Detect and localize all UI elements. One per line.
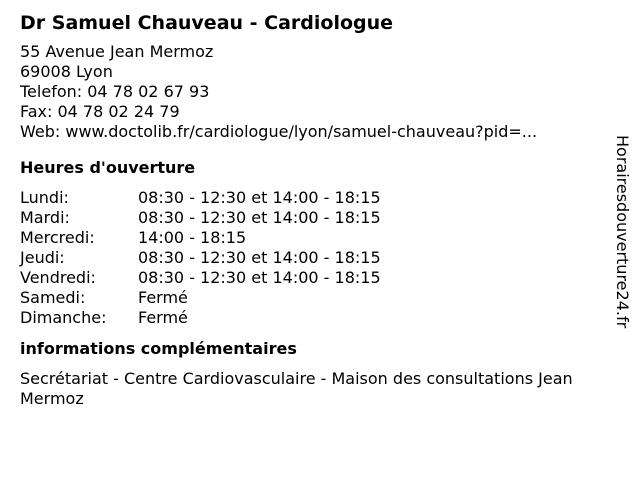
time-value: 08:30 - 12:30 et 14:00 - 18:15 — [138, 248, 381, 267]
day-label: Samedi: — [20, 288, 86, 307]
opening-hours-table — [20, 188, 610, 328]
hours-row-mardi — [20, 208, 610, 228]
time-value: Fermé — [138, 308, 188, 327]
website-link[interactable]: Web: www.doctolib.fr/cardiologue/lyon/samuel-chauveau?pid=... — [20, 122, 538, 141]
day-label: Dimanche: — [20, 308, 107, 327]
hours-row-jeudi — [20, 248, 610, 268]
time-value: 08:30 - 12:30 et 14:00 - 18:15 — [138, 188, 381, 207]
info-text: Secrétariat - Centre Cardiovasculaire - Maison des consultations Jean Mermoz — [20, 369, 573, 408]
fax-number: Fax: 04 78 02 24 79 — [20, 102, 180, 121]
hours-row-lundi — [20, 188, 610, 208]
info-heading: informations complémentaires — [20, 339, 297, 358]
time-value: 08:30 - 12:30 et 14:00 - 18:15 — [138, 268, 381, 287]
contact-block — [20, 42, 610, 142]
time-value: 14:00 - 18:15 — [138, 228, 247, 247]
day-label: Lundi: — [20, 188, 69, 207]
listing-card — [20, 10, 610, 409]
street-address: 55 Avenue Jean Mermoz — [20, 42, 214, 61]
hours-row-vendredi — [20, 268, 610, 288]
watermark-text: Horairesdouverture24.fr — [613, 135, 632, 329]
site-watermark — [612, 135, 632, 370]
hours-row-mercredi — [20, 228, 610, 248]
hours-heading: Heures d'ouverture — [20, 158, 196, 177]
day-label: Mercredi: — [20, 228, 95, 247]
day-label: Jeudi: — [20, 248, 65, 267]
phone-number: Telefon: 04 78 02 67 93 — [20, 82, 210, 101]
time-value: 08:30 - 12:30 et 14:00 - 18:15 — [138, 208, 381, 227]
hours-row-samedi — [20, 288, 610, 308]
day-label: Vendredi: — [20, 268, 96, 287]
city-postcode: 69008 Lyon — [20, 62, 113, 81]
hours-row-dimanche — [20, 308, 610, 328]
day-label: Mardi: — [20, 208, 70, 227]
time-value: Fermé — [138, 288, 188, 307]
page-title: Dr Samuel Chauveau - Cardiologue — [20, 12, 394, 34]
